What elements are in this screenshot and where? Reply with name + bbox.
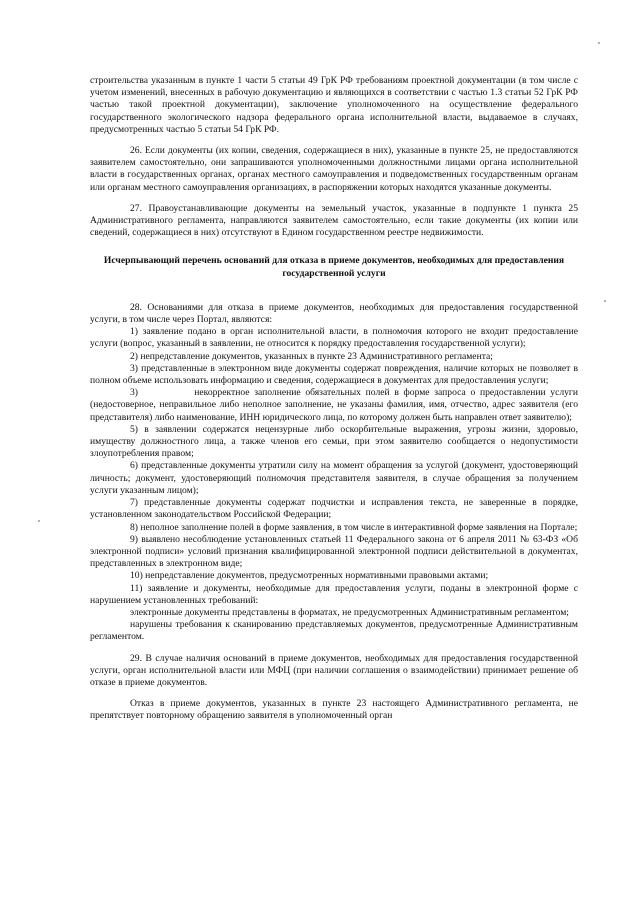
list-item: 9) выявлено несоблюдение установленных статьей 11 Федерального закона от 6 апреля 2011 № 63-ФЗ «Об электронной подписи» условий признания квалифицированной электронной подписи действительной в документах, представленных в электронном виде; <box>90 533 578 570</box>
scan-speck <box>604 300 606 302</box>
list-item: 8) неполное заполнение полей в форме заявления, в том числе в интерактивной форме заявления на Портале; <box>130 521 578 533</box>
paragraph-30: Отказ в приеме документов, указанных в пункте 23 настоящего Административного регламента, не препятствует повторному обращению заявителя в уполномоченный орган <box>90 698 578 722</box>
scan-speck <box>38 520 40 522</box>
paragraph-continuation: строительства указанным в пункте 1 части 5 статьи 49 ГрК РФ требованиям проектной документации (в том числе с учетом изменений, внесенных в рабочую документацию и являющихся в соответствии с частью 1.3 статьи 52 ГрК РФ частью такой проектной документации), заключение уполномоченного на осуществление федерального государственного экологического надзора федерального органа исполнительной власти, выдаваемое в случаях, предусмотренных частью 5 статьи 54 ГрК РФ. <box>90 75 578 135</box>
section-heading: Исчерпывающий перечень оснований для отказа в приеме документов, необходимых для предоставления государственной услуги <box>103 255 565 279</box>
list-item: 5) в заявлении содержатся нецензурные либо оскорбительные выражения, угрозы жизни, здоровью, имуществу должностного лица, а также членов его семьи, при этом заявителю сообщается о недопустимости злоупотребления правом; <box>90 423 578 460</box>
list-item: 10) непредставление документов, предусмотренных нормативными правовыми актами; <box>130 570 489 582</box>
list-item: 6) представленные документы утратили силу на момент обращения за услугой (документ, удостоверяющий личность; документ, удостоверяющий полномочия представителя заявителя, в случае обращения за получением услуги указанным лицом); <box>90 460 578 496</box>
list-item: 1) заявление подано в орган исполнительной власти, в полномочия которого не входит предоставление услуги (вопрос, указанный в заявлении, не относится к порядку предоставления государственной услуги); <box>90 326 578 350</box>
list-item: 3) некорректное заполнение обязательных полей в форме запроса о предоставлении услуги (недостоверное, неправильное либо неполное заполнение, не указаны фамилия, имя, отчество, адрес заявителя (его представителя) либо наименование, ИНН юридического лица, по которому должен быть направлен ответ заявителю); <box>90 387 581 423</box>
list-item: 2) непредставление документов, указанных в пункте 23 Административного регламента; <box>130 350 493 362</box>
paragraph-27: 27. Правоустанавливающие документы на земельный участок, указанные в подпункте 1 пункта 25 Административного регламента, направляются заявителем самостоятельно, если такие документы (их копии или сведений, содержащиеся в них) отсутствуют в Едином государственном реестре недвижимости. <box>90 202 578 239</box>
list-item: 3) представленные в электронном виде документы содержат повреждения, наличие которых не позволяет в полном объеме использовать информацию и сведения, содержащиеся в документах для предоставления услуги; <box>90 362 578 387</box>
list-item: нарушены требования к сканированию представляемых документов, предусмотренные Административным регламентом. <box>90 619 578 643</box>
scan-speck <box>598 42 600 44</box>
list-item: 11) заявление и документы, необходимые для предоставления услуги, поданы в электронной форме с нарушением установленных требований: <box>90 582 578 606</box>
paragraph-28: 28. Основаниями для отказа в приеме документов, необходимых для предоставления государственной услуги, в том числе через Портал, являются: <box>90 301 578 326</box>
document-body <box>90 75 581 723</box>
list-item: электронные документы представлены в форматах, не предусмотренных Административным регламентом; <box>130 606 569 618</box>
paragraph-26: 26. Если документы (их копии, сведения, содержащиеся в них), указанные в пункте 25, не предоставляются заявителем самостоятельно, они запрашиваются уполномоченными должностными лицами органа исполнительной власти в государственных органах, органах местного самоуправления и подведомственных государственным органам или органам местного самоуправления организациях, в распоряжении которых находятся указанные документы. <box>90 145 578 193</box>
paragraph-29: 29. В случае наличия оснований в приеме документов, необходимых для предоставления государственной услуги, орган исполнительной власти или МФЦ (при наличии соглашения о взаимодействии) принимает решение об отказе в приеме документов. <box>90 652 578 688</box>
list-item: 7) представленные документы содержат подчистки и исправления текста, не заверенные в порядке, установленном законодательством Российской Федерации; <box>90 497 578 521</box>
